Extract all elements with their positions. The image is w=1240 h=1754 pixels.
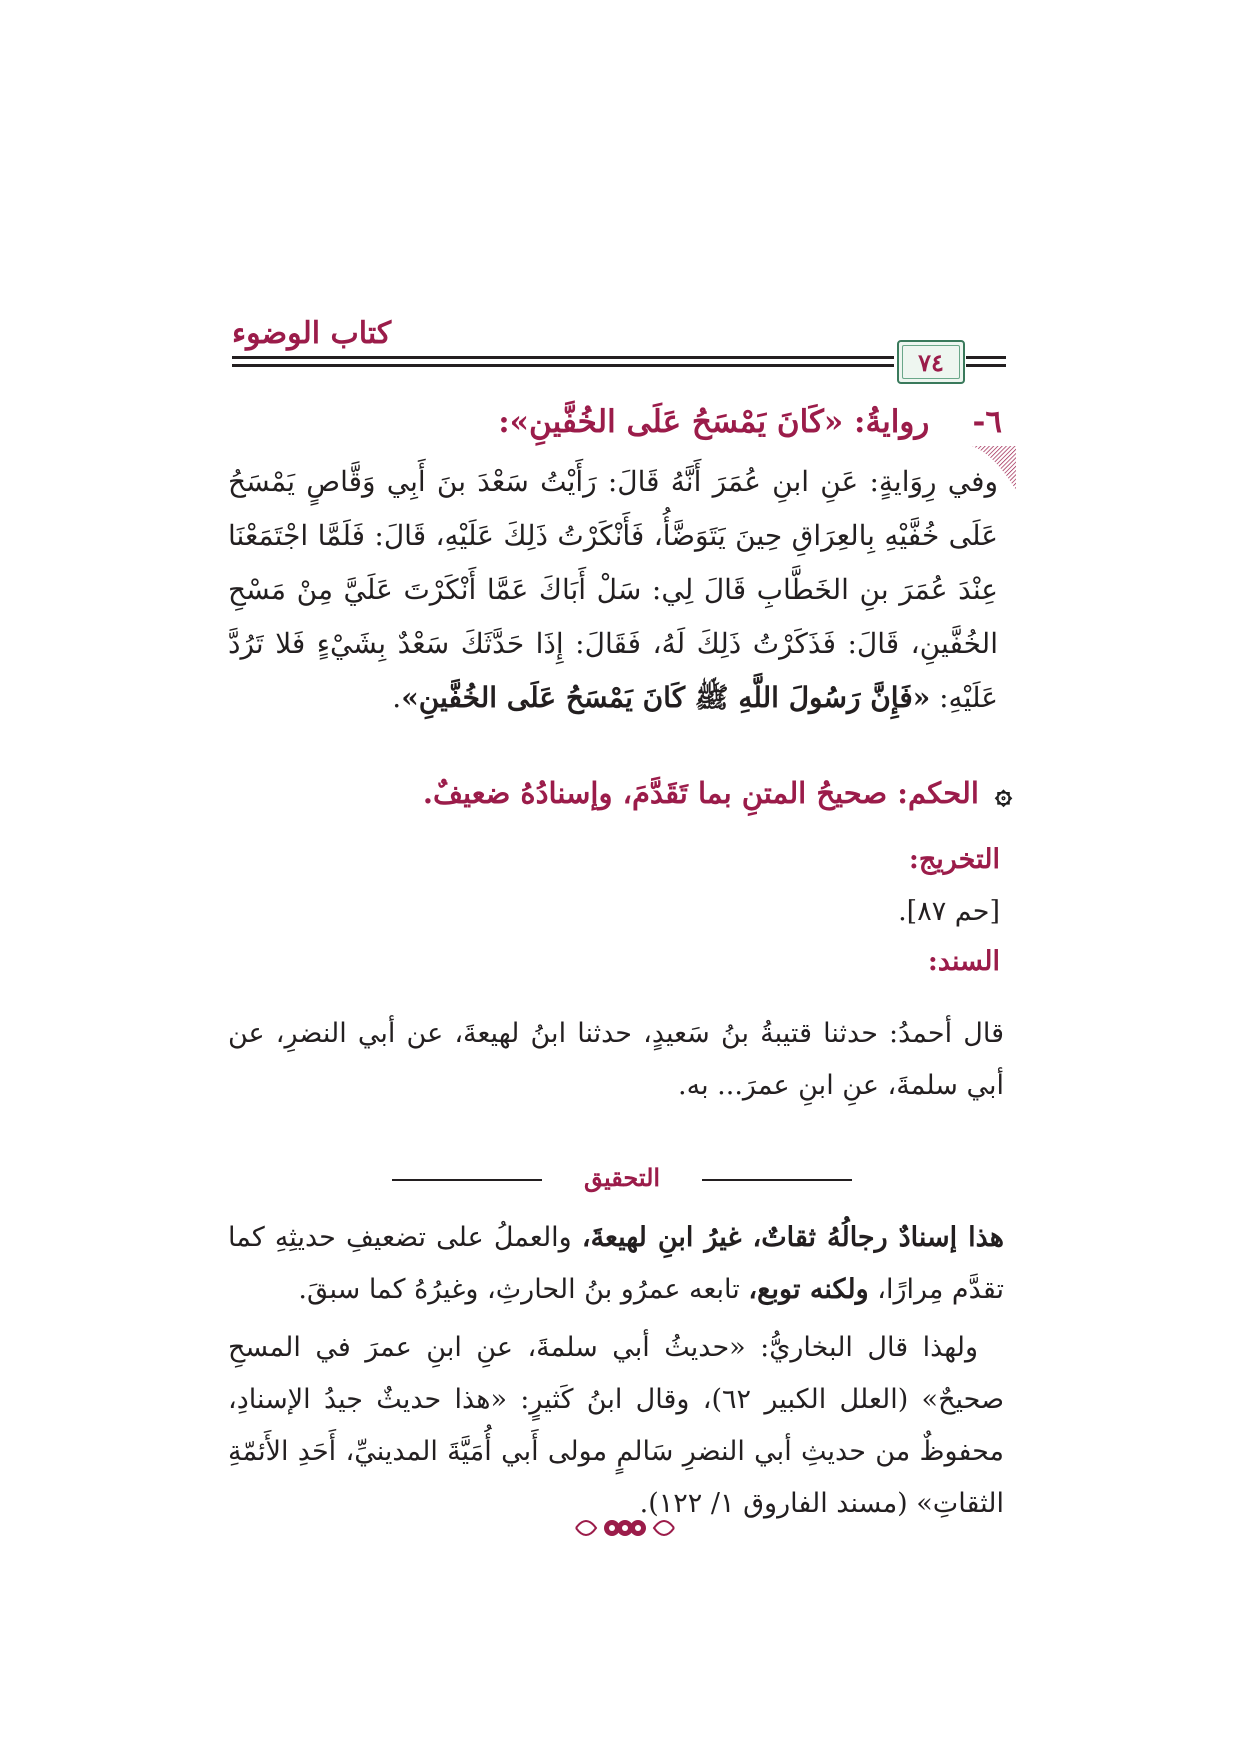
section-title-text: روايةُ: «كَانَ يَمْسَحُ عَلَى الخُفَّينِ»:: [498, 404, 930, 440]
tahqiq-text-1: والعملُ على تضعيفِ حديثِهِ كما تقدَّم مِرارًا،: [228, 1222, 1004, 1305]
prophetic-quote: «فَإِنَّ رَسُولَ اللَّهِ ﷺ كَانَ يَمْسَحُ عَلَى الخُفَّينِ»: [401, 681, 931, 714]
takhrij-text: [حم ٨٧].: [898, 896, 1000, 927]
ruling: [240, 776, 1012, 810]
takhrij-heading: التخريج:: [908, 844, 1000, 875]
tahqiq-paragraph-1: [228, 1212, 1004, 1316]
tahqiq-bold-1: هذا إسنادٌ رجالُهُ ثقاتٌ، غيرُ ابنِ لهيعةَ،: [581, 1222, 1005, 1253]
tahqiq-text-2: تابعه عمرُو بنُ الحارثِ، وغيرُهُ كما سبقَ.: [298, 1274, 749, 1305]
ruling-label: الحكم:: [897, 776, 979, 810]
ruling-text: صحيحُ المتنِ بما تَقَدَّمَ، وإسنادُهُ ضعيفٌ.: [422, 776, 888, 810]
tahqiq-paragraph-2: ولهذا قال البخاريُّ: «حديثُ أبي سلمةَ، عنِ ابنِ عمرَ في المسحِ صحيحٌ» (العلل الكبير ٦٢)، وقال ابنُ كَثيرٍ: «هذا حديثٌ جيدُ الإسنادِ، محفوظٌ من حديثِ أبي النضرِ سَالمٍ مولى أَبي أُمَيَّةَ المدينيِّ، أَحَدِ الأَئمّةِ الثقاتِ» (مسند الفاروق ١/ ١٢٢).: [228, 1332, 1005, 1519]
sanad-text: قال أحمدُ: حدثنا قتيبةُ بنُ سَعيدٍ، حدثنا ابنُ لهيعةَ، عن أبي النضرِ، عن أبي سلمةَ، عنِ ابنِ عمرَ... به.: [228, 1018, 1004, 1101]
header-rule-top: [232, 356, 894, 359]
section-title: [240, 404, 1002, 440]
header-rule-right-bottom: [966, 364, 1006, 367]
tahqiq-heading: التحقيق: [583, 1163, 661, 1192]
header-rule-right-top: [966, 356, 1006, 359]
tahqiq-bold-2: ولكنه توبع،: [748, 1274, 869, 1305]
hadith-end-punct: .: [392, 681, 402, 714]
page-number-badge: [897, 340, 965, 384]
header-rule-bottom: [232, 364, 894, 367]
tahqiq-divider: [392, 1163, 852, 1193]
page-number: ٧٤: [918, 347, 944, 377]
hadith-narration: وفي رِوَايةٍ: عَنِ ابنِ عُمَرَ أَنَّهُ قَالَ: رَأَيْتُ سَعْدَ بنَ أَبِي وَقَّاصٍ يَمْسَحُ عَلَى خُفَّيْهِ بِالعِرَاقِ حِينَ يَتَوَضَّأُ، فَأَنْكَرْتُ ذَلِكَ عَلَيْهِ، قَالَ: فَلَمَّا اجْتَمَعْنَا عِنْدَ عُمَرَ بنِ الخَطَّابِ قَالَ لِي: سَلْ أَبَاكَ عَمَّا أَنْكَرْتَ عَلَيَّ مِنْ مَسْحِ الخُفَّينِ، قَالَ: فَذَكَرْتُ ذَلِكَ لَهُ، فَقَالَ: إِذَا حَدَّثَكَ سَعْدٌ بِشَيْءٍ فَلا تَرُدَّ عَلَيْهِ:: [228, 465, 998, 714]
end-ornament-icon: [570, 1508, 680, 1548]
sanad-heading: السند:: [927, 946, 1000, 977]
section-number: ٦-: [972, 404, 1002, 440]
running-head: كتاب الوضوء: [232, 316, 392, 351]
hadith-text: [228, 455, 998, 725]
flower-ornament-icon: ۞: [995, 776, 1012, 810]
